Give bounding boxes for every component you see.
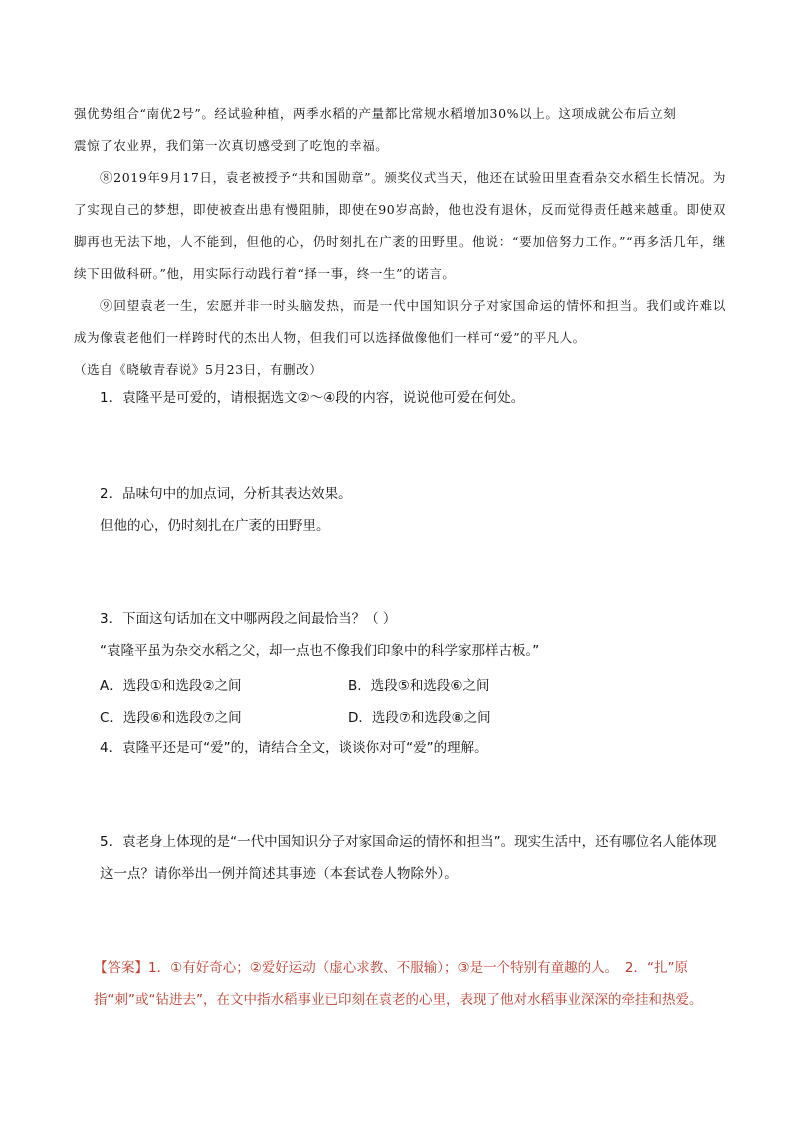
question-3-text: 3．下面这句话加在文中哪两段之间最恰当？（ ） [100,611,397,627]
question-5-text: 5．袁老身上体现的是“一代中国知识分子对家国命运的情怀和担当”。现实生活中，还有哪位名人能体现这一点？请你举出一例并简述其事迹（本套试卷人物除外）。 [100,834,717,882]
option-d[interactable]: D．选段⑦和选段⑧之间 [348,710,491,726]
paragraph-8: ⑧2019年9月17日，袁老被授予“共和国勋章”。颁奖仪式当天，他还在试验田里查看杂交水稻生长情况。为了实现自己的梦想，即使被查出患有慢阻肺，即使在90岁高龄，他也没有退休，反而觉得责任越来越重。即使双脚再也无法下地，人不能到，但他的心，仍时刻扎在广袤的田野里。他说：“要加倍努力工作。”“再多活几年，继续下田做科研。”他，用实际行动践行着“择一事，终一生”的诺言。 [74,170,726,281]
passage-line: 震惊了农业界，我们第一次真切感受到了吃饱的幸福。 [74,138,389,153]
option-b[interactable]: B．选段⑤和选段⑥之间 [348,678,490,694]
question-4-text: 4．袁隆平还是可“爱”的，请结合全文，谈谈你对可“爱”的理解。 [100,740,488,756]
question-2-text: 2．品味句中的加点词，分析其表达效果。 [100,486,352,502]
question-1-text: 1．袁隆平是可爱的，请根据选文②～④段的内容，说说他可爱在何处。 [100,390,525,406]
question-2 [100,484,730,536]
answer-tag: 【答案】 [94,960,148,976]
paragraph-9: ⑨回望袁老一生，宏愿并非一时头脑发热，而是一代中国知识分子对家国命运的情怀和担当。我们或许难以成为像袁老他们一样跨时代的杰出人物，但我们可以选择做像他们一样可“爱”的平凡人。 [74,298,726,345]
question-1 [100,388,730,408]
passage-line: 强优势组合“南优2号”。经试验种植，两季水稻的产量都比常规水稻增加30%以上。这项成就公布后立刻 [74,106,677,121]
question-3 [100,609,730,661]
question-4 [100,738,730,758]
reading-passage [74,98,726,386]
answer-text: 1．①有好奇心；②爱好运动（虚心求教、不服输）；③是一个特别有童趣的人。 2．“扎”原指“刺”或“钻进去”，在文中指水稻事业已印刻在袁老的心里，表现了他对水稻事业深深的牵挂和热爱。 [94,960,703,1008]
question-3-quote: “袁隆平虽为杂交水稻之父，却一点也不像我们印象中的科学家那样古板。” [100,643,540,659]
question-2-sentence: 但他的心，仍时刻扎在广袤的田野里。 [100,518,330,534]
option-a[interactable]: A．选段①和选段②之间 [100,678,242,694]
option-c[interactable]: C．选段⑥和选段⑦之间 [100,710,242,726]
passage-source: （选自《晓敏青春说》5月23日，有删改） [74,362,323,377]
answer-block [94,952,724,1016]
question-5 [100,826,730,890]
